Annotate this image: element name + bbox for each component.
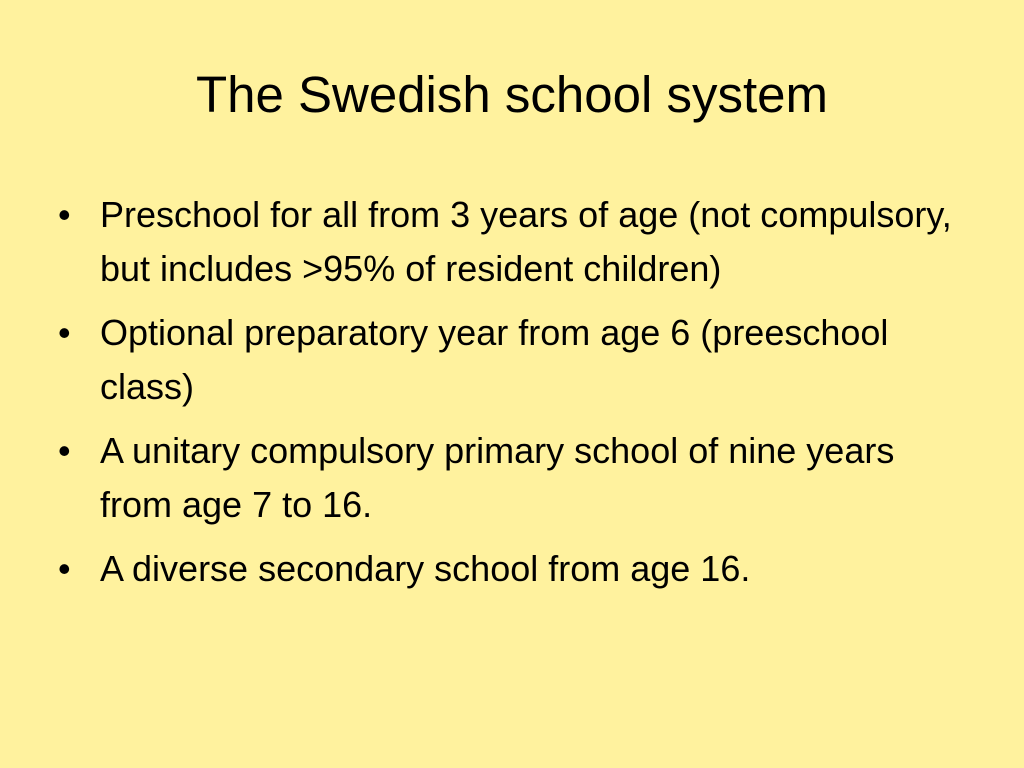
bullet-list [58,188,958,606]
bullet-text: A diverse secondary school from age 16. [100,548,751,589]
bullet-text: Preschool for all from 3 years of age (not compulsory, but includes >95% of resident children) [100,194,952,289]
bullet-text: Optional preparatory year from age 6 (preeschool class) [100,312,889,407]
bullet-marker: • [58,548,71,589]
bullet-item [58,424,958,532]
bullet-item [58,188,958,296]
bullet-item [58,542,958,596]
bullet-marker: • [58,430,71,471]
bullet-text: A unitary compulsory primary school of nine years from age 7 to 16. [100,430,895,525]
slide-title: The Swedish school system [195,66,829,123]
bullet-item [58,306,958,414]
bullet-marker: • [58,194,71,235]
bullet-marker: • [58,312,71,353]
